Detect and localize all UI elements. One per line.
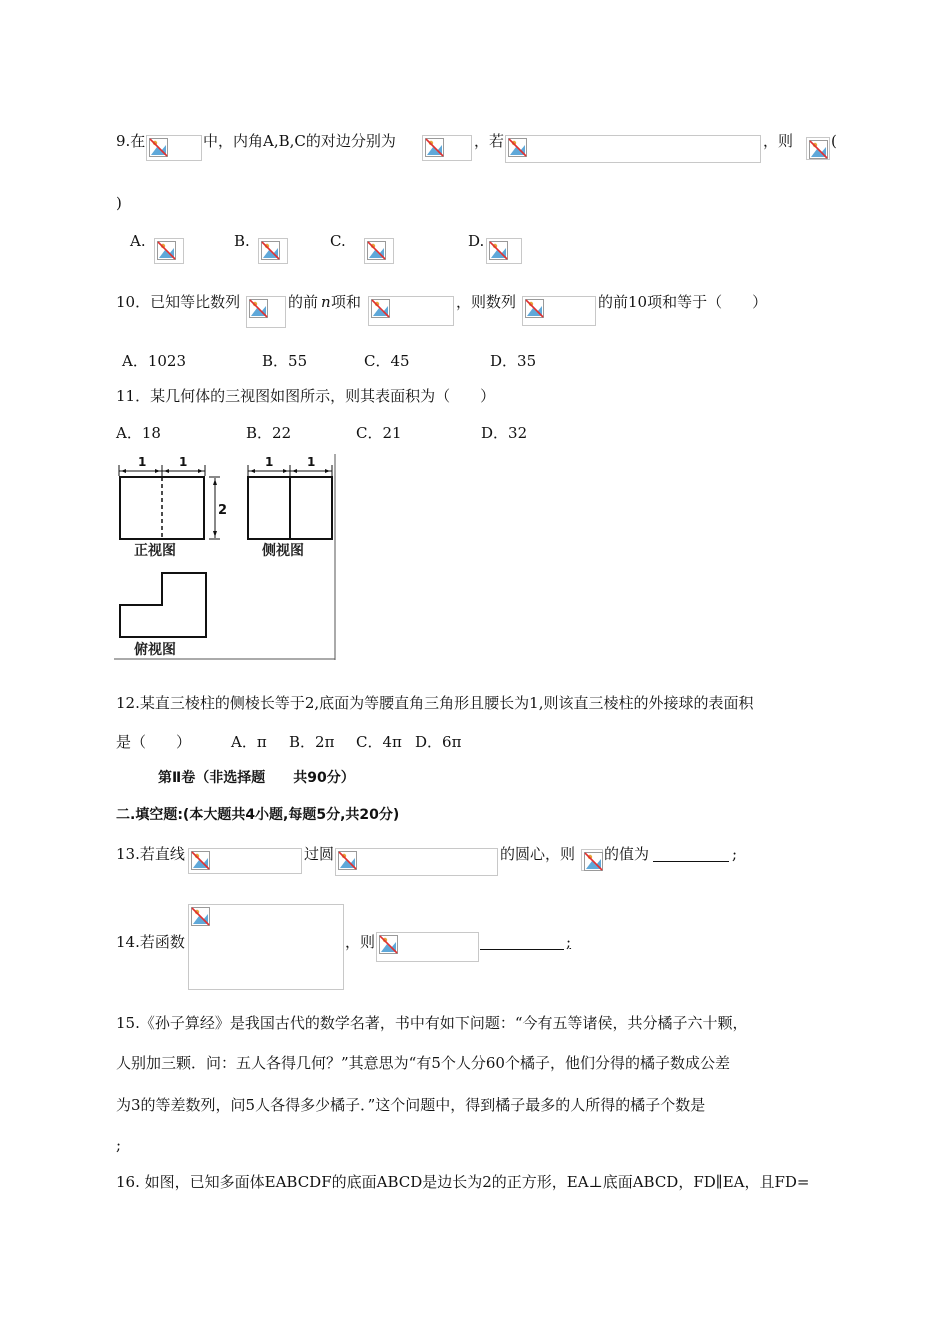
q10-b: 的前 (288, 293, 319, 311)
q9-tail: ( (831, 132, 837, 150)
q11-text: 11．某几何体的三视图如图所示，则其表面积为（ ） (116, 387, 496, 405)
q14-answer-blank[interactable] (480, 932, 564, 955)
q10-sequence-image (246, 296, 286, 328)
q14-function-formula-image (188, 904, 344, 990)
side-dim-1a: 1 (265, 455, 274, 469)
q13-c: 的圆心，则 (500, 845, 576, 863)
q9-mid2: ，若 (474, 132, 505, 150)
q9-option-c-image (364, 238, 394, 264)
q9-option-d-image (486, 238, 522, 264)
q10-n: n (321, 293, 331, 311)
q15-line2: 人别加三颗．问：五人各得几何？”其意思为“有5个人分60个橘子，他们分得的橘子数成公差 (116, 1054, 730, 1072)
q9-option-b-image (258, 238, 288, 264)
q10-option-b: B．55 (262, 352, 308, 370)
q14-b: ，则 (345, 933, 376, 951)
q9-option-c: C. (330, 232, 346, 250)
q12-option-d: D．6π (415, 733, 462, 751)
q11-option-c: C．21 (356, 424, 402, 442)
broken-image-icon (425, 138, 444, 157)
q9-mid1: 中，内角A,B,C的对边分别为 (203, 132, 396, 150)
front-dim-1a: 1 (138, 455, 147, 469)
q9-prefix: 9.在 (116, 132, 146, 150)
front-view (119, 465, 220, 539)
q15-line1: 15.《孙子算经》是我国古代的数学名著，书中有如下问题：“今有五等诸侯，共分橘子六十颗， (116, 1014, 748, 1032)
q13-a: 13.若直线 (116, 845, 185, 863)
q13-end: ; (732, 845, 738, 863)
q9-target-formula-image (806, 137, 830, 160)
q13-variable-image (581, 849, 603, 871)
q13-answer-blank[interactable] (653, 844, 729, 867)
front-dim-1b: 1 (179, 455, 188, 469)
q16-line1: 16. 如图，已知多面体EABCDF的底面ABCD是边长为2的正方形，EA⊥底面ABCD，FD∥EA，且FD= (116, 1173, 810, 1191)
q9-option-b: B. (234, 232, 250, 250)
broken-image-icon (489, 241, 508, 260)
top-view (120, 573, 206, 637)
section2-title: 第Ⅱ卷（非选择题 共90分） (158, 770, 355, 786)
broken-image-icon (191, 907, 210, 926)
q15-line4: ; (116, 1136, 122, 1154)
front-view-label: 正视图 (134, 543, 176, 559)
broken-image-icon (379, 935, 398, 954)
q11-three-view-figure (112, 454, 338, 662)
q11-option-d: D．32 (481, 424, 528, 442)
q9-close: ) (116, 194, 122, 212)
q11-option-a: A．18 (116, 424, 161, 442)
side-view-label: 侧视图 (262, 543, 304, 559)
q14-expression-image (376, 932, 479, 962)
q10-a: 10．已知等比数列 (116, 293, 241, 311)
q9-option-a-image (154, 238, 184, 264)
broken-image-icon (367, 241, 386, 260)
q13-line-formula-image (188, 848, 302, 874)
broken-image-icon (249, 299, 268, 318)
side-dim-1b: 1 (307, 455, 316, 469)
q12-line2: 是（ ） (116, 733, 192, 751)
broken-image-icon (508, 138, 527, 157)
q9-option-a: A. (130, 232, 146, 250)
broken-image-icon (191, 851, 210, 870)
q14-a: 14.若函数 (116, 933, 185, 951)
q10-e: 的前10项和等于（ ） (598, 293, 768, 311)
q9-sides-formula-image (422, 135, 472, 161)
q14-end: ; (566, 933, 572, 951)
broken-image-icon (261, 241, 280, 260)
broken-image-icon (584, 852, 603, 871)
broken-image-icon (809, 140, 828, 159)
q10-option-c: C．45 (364, 352, 410, 370)
front-dim-2: 2 (218, 503, 228, 518)
q15-line3: 为3的等差数列，问5人各得多少橘子．”这个问题中，得到橘子最多的人所得的橘子个数是 (116, 1096, 706, 1114)
broken-image-icon (525, 299, 544, 318)
q13-circle-formula-image (335, 848, 498, 876)
q10-option-d: D．35 (490, 352, 537, 370)
q12-line1: 12.某直三棱柱的侧棱长等于2,底面为等腰直角三角形且腰长为1,则该直三棱柱的外接球的表面积 (116, 694, 754, 712)
broken-image-icon (371, 299, 390, 318)
broken-image-icon (157, 241, 176, 260)
q11-option-b: B．22 (246, 424, 292, 442)
top-view-label: 俯视图 (134, 642, 176, 658)
q10-d: ，则数列 (456, 293, 517, 311)
q9-option-d: D. (468, 232, 485, 250)
broken-image-icon (338, 851, 357, 870)
q9-condition-formula-image (505, 135, 761, 163)
q13-b: 过圆 (304, 845, 335, 863)
q10-new-sequence-image (522, 296, 596, 326)
q13-d: 的值为 (604, 845, 650, 863)
q12-option-c: C．4π (356, 733, 402, 751)
q12-option-b: B．2π (289, 733, 335, 751)
q10-sum-formula-image (368, 296, 454, 326)
broken-image-icon (149, 138, 168, 157)
q12-option-a: A．π (231, 733, 267, 751)
q10-c: 项和 (331, 293, 362, 311)
q10-option-a: A．1023 (122, 352, 187, 370)
q9-triangle-formula-image (146, 135, 202, 161)
fill-in-heading: 二.填空题:(本大题共4小题,每题5分,共20分) (116, 807, 400, 823)
side-view (248, 465, 332, 539)
q9-mid3: ，则 (763, 132, 794, 150)
